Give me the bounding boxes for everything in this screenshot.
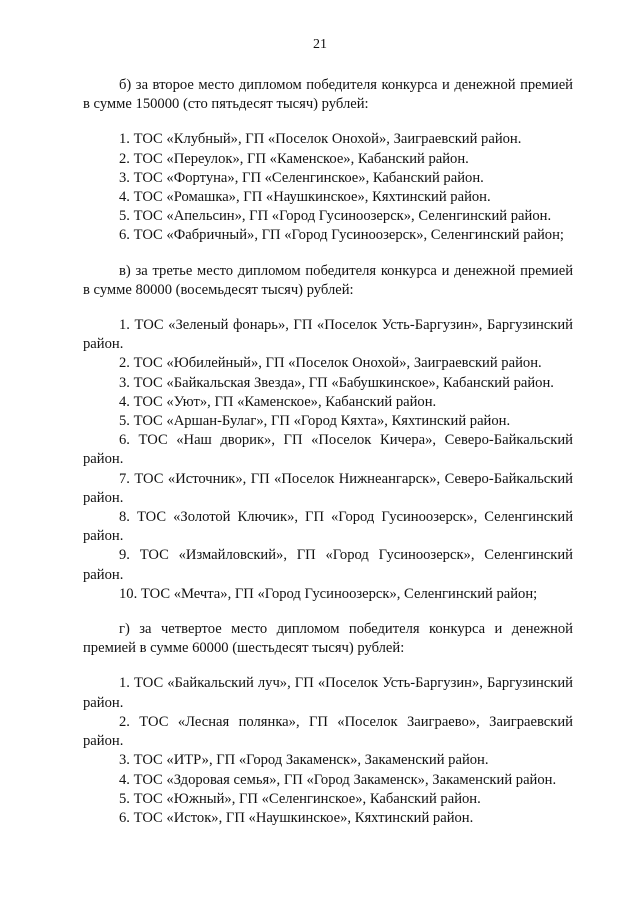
list-item: 3. ТОС «Фортуна», ГП «Селенгинское», Кабанский район. xyxy=(119,169,484,186)
section-fourth-place xyxy=(83,620,573,828)
section-third-place xyxy=(83,262,573,604)
list-item: 2. ТОС «Переулок», ГП «Каменское», Кабанский район. xyxy=(119,150,469,167)
list-item: 10. ТОС «Мечта», ГП «Город Гусиноозерск», Селенгинский район; xyxy=(119,585,538,602)
list-item: 7. ТОС «Источник», ГП «Поселок Нижнеангарск», Северо-Байкальский район. xyxy=(83,470,573,506)
award-list xyxy=(83,316,573,604)
list-item: 6. ТОС «Наш дворик», ГП «Поселок Кичера», Северо-Байкальский район. xyxy=(83,432,573,468)
list-item: 2. ТОС «Юбилейный», ГП «Поселок Онохой», Заиграевский район. xyxy=(119,355,542,372)
list-item: 6. ТОС «Фабричный», ГП «Город Гусиноозерск», Селенгинский район; xyxy=(119,227,564,244)
award-list xyxy=(83,130,573,245)
list-item: 4. ТОС «Ромашка», ГП «Наушкинское», Кяхтинский район. xyxy=(119,189,491,206)
list-item: 8. ТОС «Золотой Ключик», ГП «Город Гусиноозерск», Селенгинский район. xyxy=(83,509,573,545)
list-item: 3. ТОС «ИТР», ГП «Город Закаменск», Закаменский район. xyxy=(119,752,489,769)
list-item: 5. ТОС «Южный», ГП «Селенгинское», Кабанский район. xyxy=(119,790,481,807)
list-item: 9. ТОС «Измайловский», ГП «Город Гусиноозерск», Селенгинский район. xyxy=(83,547,573,583)
section-heading: б) за второе место дипломом победителя конкурса и денежной премией в сумме 150000 (сто пятьдесят тысяч) рублей: xyxy=(83,77,573,113)
list-item: 3. ТОС «Байкальская Звезда», ГП «Бабушкинское», Кабанский район. xyxy=(119,374,554,391)
list-item: 1. ТОС «Зеленый фонарь», ГП «Поселок Усть-Баргузин», Баргузинский район. xyxy=(83,317,573,353)
page-number: 21 xyxy=(313,37,327,52)
section-heading: в) за третье место дипломом победителя конкурса и денежной премией в сумме 80000 (восемьдесят тысяч) рублей: xyxy=(83,262,573,298)
section-heading: г) за четвертое место дипломом победителя конкурса и денежной премией в сумме 60000 (шестьдесят тысяч) рублей: xyxy=(83,621,573,657)
list-item: 5. ТОС «Апельсин», ГП «Город Гусиноозерск», Селенгинский район. xyxy=(119,208,552,225)
list-item: 4. ТОС «Здоровая семья», ГП «Город Закаменск», Закаменский район. xyxy=(119,771,557,788)
list-item: 4. ТОС «Уют», ГП «Каменское», Кабанский район. xyxy=(119,393,437,410)
list-item: 1. ТОС «Байкальский луч», ГП «Поселок Усть-Баргузин», Баргузинский район. xyxy=(83,675,573,711)
list-item: 2. ТОС «Лесная полянка», ГП «Поселок Заиграево», Заиграевский район. xyxy=(83,713,573,750)
list-item: 6. ТОС «Исток», ГП «Наушкинское», Кяхтинский район. xyxy=(119,809,474,826)
list-item: 1. ТОС «Клубный», ГП «Поселок Онохой», Заиграевский район. xyxy=(119,131,522,148)
list-item: 5. ТОС «Аршан-Булаг», ГП «Город Кяхта», Кяхтинский район. xyxy=(119,413,511,430)
document-body xyxy=(83,76,573,844)
section-second-place xyxy=(83,76,573,246)
award-list xyxy=(83,674,573,828)
